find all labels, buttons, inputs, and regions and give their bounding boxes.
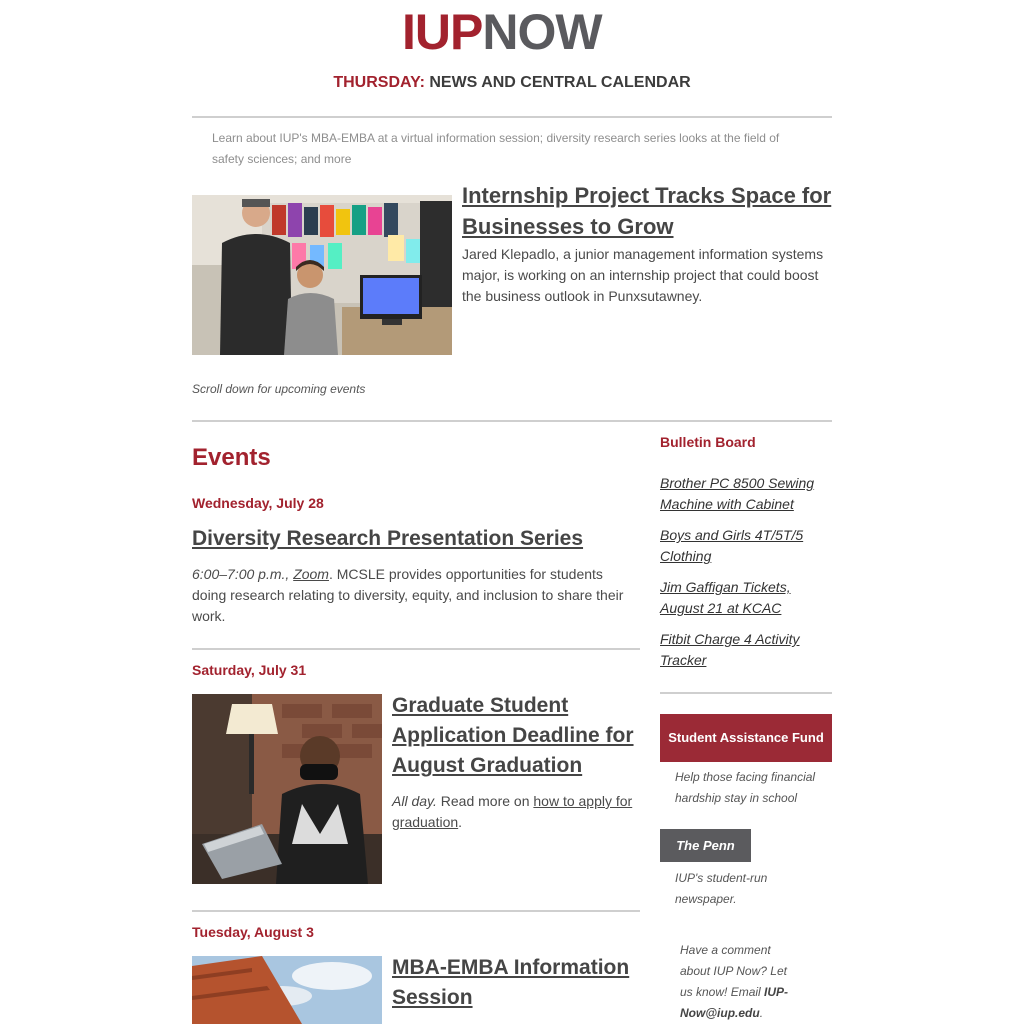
penn-note: IUP's student-run newspaper. [675,871,768,906]
zoom-link[interactable]: Zoom [293,566,329,582]
divider [192,648,640,650]
event-title[interactable] [392,691,642,781]
featured-headline[interactable] [462,180,834,242]
event-title[interactable] [192,524,640,554]
teaser-text: Learn about IUP's MBA-EMBA at a virtual information session; diversity research series looks at the field of safety sciences; and more [212,131,780,166]
event-photo[interactable] [192,956,382,1024]
event-date: Wednesday, July 28 [192,495,324,511]
event-title-link[interactable]: MBA-EMBA Information Session [392,956,630,1009]
featured-summary: Jared Klepadlo, a junior management information systems major, is working on an internship project that could boost the business outlook in Punxsutawney. [462,246,824,304]
event-description: All day. Read more on how to apply for graduation. [392,793,633,830]
bulletin-item[interactable]: Fitbit Charge 4 Activity Tracker [660,631,800,668]
divider [660,692,832,694]
subtitle-day: THURSDAY: [333,74,425,91]
bulletin-item[interactable]: Jim Gaffigan Tickets, August 21 at KCAC [660,579,791,616]
the-penn-button[interactable]: The Penn [660,829,751,862]
event-title-link[interactable]: Diversity Research Presentation Series [192,527,584,550]
comment-note: Have a comment about IUP Now? Let us know! Email IUP-Now@iup.edu. [680,943,789,1020]
events-heading: Events [192,444,271,471]
featured-headline-link[interactable]: Internship Project Tracks Space for Businesses to Grow [462,183,832,239]
divider [192,420,832,422]
event-photo[interactable] [192,694,382,884]
iup-now-logo[interactable]: IUPNOW [402,4,602,60]
featured-photo[interactable] [192,195,452,355]
event-date: Saturday, July 31 [192,662,307,678]
bulletin-item[interactable]: Boys and Girls 4T/5T/5 Clothing [660,527,804,564]
page-subtitle [192,74,832,92]
event-title-link[interactable]: Graduate Student Application Deadline for August Graduation [392,694,634,777]
divider [192,910,640,912]
saf-note: Help those facing financial hardship stay in school [675,770,816,805]
divider [192,116,832,118]
student-assistance-fund-button[interactable]: Student Assistance Fund [660,714,832,762]
event-date: Tuesday, August 3 [192,924,314,940]
bulletin-board-heading: Bulletin Board [660,434,756,450]
event-title[interactable] [392,953,642,1013]
bulletin-item[interactable]: Brother PC 8500 Sewing Machine with Cabinet [660,475,815,512]
event-description: 6:00–7:00 p.m., Zoom. MCSLE provides opportunities for students doing research relating to diversity, equity, and inclusion to share their work. [192,566,624,624]
scroll-note: Scroll down for upcoming events [192,382,366,396]
email-link[interactable]: IUP-Now@iup.edu [680,985,789,1020]
apply-graduation-link[interactable]: how to apply for graduation [392,793,633,830]
subtitle-text: NEWS AND CENTRAL CALENDAR [429,74,691,91]
